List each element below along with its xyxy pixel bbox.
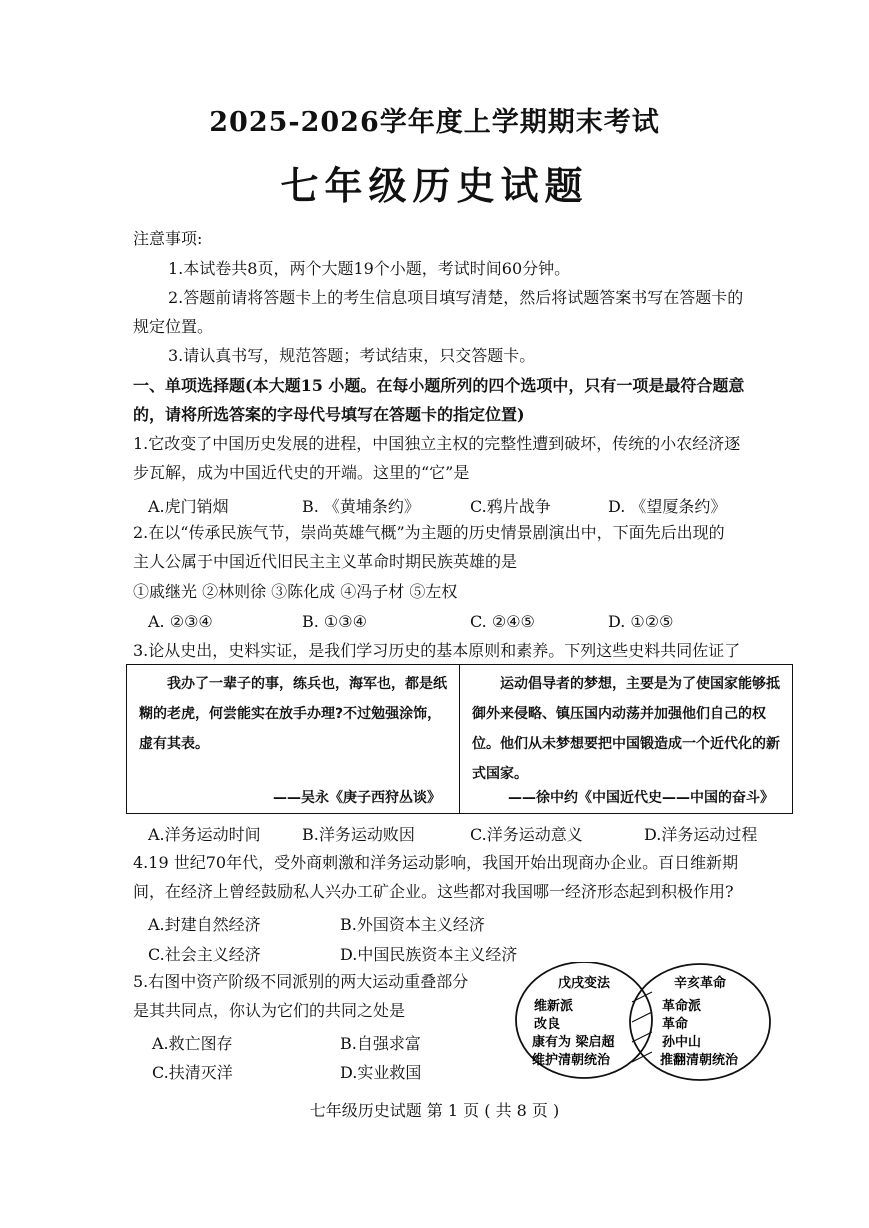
- venn-left-item: 改良: [534, 1017, 561, 1032]
- venn-right-item: 推翻清朝统治: [660, 1053, 739, 1068]
- notice-item-2-line1: 2.答题前请将答题卡上的考生信息项目填写清楚，然后将试题答案书写在答题卡的: [168, 288, 744, 307]
- exam-title: 2025-2026学年度上学期期末考试: [209, 107, 660, 138]
- q1-stem-line2: 步瓦解，成为中国近代史的开端。这里的“它”是: [133, 463, 470, 482]
- q5-stem-line1: 5.右图中资产阶级不同派别的两大运动重叠部分: [133, 972, 469, 991]
- q2-option-c: C. ②④⑤: [470, 612, 535, 631]
- q3-option-a: A.洋务运动时间: [148, 825, 261, 844]
- q2-stem-line1: 2.在以“传承民族气节，崇尚英雄气概”为主题的历史情景剧演出中，下面先后出现的: [133, 523, 725, 542]
- notice-item-2-line2: 规定位置。: [133, 317, 214, 336]
- venn-right-item: 革命派: [662, 999, 702, 1014]
- q4-stem-line1: 4.19 世纪70年代，受外商刺激和洋务运动影响，我国开始出现商办企业。百日维新期: [133, 853, 739, 872]
- q1-option-d: D. 《望厦条约》: [608, 497, 727, 516]
- page-footer: 七年级历史试题 第 1 页 ( 共 8 页 ): [309, 1101, 560, 1120]
- q3-option-d: D.洋务运动过程: [644, 825, 758, 844]
- q4-stem-line2: 间，在经济上曾经鼓励私人兴办工矿企业。这些都对我国哪一经济形态起到积极作用?: [133, 882, 734, 901]
- q4-option-b: B.外国资本主义经济: [340, 915, 485, 934]
- q3-citation-left: ——吴永《庚子西狩丛谈》: [273, 790, 441, 806]
- q3-source-table: [126, 664, 793, 814]
- q4-option-c: C.社会主义经济: [148, 945, 261, 964]
- notice-item-3: 3.请认真书写，规范答题；考试结束，只交答题卡。: [168, 346, 536, 365]
- q1-option-c: C.鸦片战争: [470, 497, 551, 516]
- q3-option-c: C.洋务运动意义: [470, 825, 583, 844]
- q3-citation-right: ——徐中约《中国近代史——中国的奋斗》: [508, 790, 774, 806]
- q1-option-b: B. 《黄埔条约》: [302, 497, 420, 516]
- q5-option-a: A.救亡图存: [152, 1034, 233, 1053]
- venn-right-item: 革命: [662, 1017, 689, 1032]
- q3-source-left: [127, 665, 460, 814]
- notice-heading: 注意事项:: [133, 229, 203, 248]
- venn-left-title: 戊戌变法: [558, 976, 611, 991]
- q3-stem: 3.论从史出，史料实证，是我们学习历史的基本原则和素养。下列这些史料共同佐证了: [133, 641, 741, 660]
- subject-title: 七年级历史试题: [280, 163, 589, 208]
- q2-choices: ①戚继光 ②林则徐 ③陈化成 ④冯子材 ⑤左权: [133, 582, 458, 601]
- q2-option-b: B. ①③④: [302, 612, 367, 631]
- q2-option-d: D. ①②⑤: [608, 612, 674, 631]
- section-1-heading-line1: 一、单项选择题(本大题15 小题。在每小题所列的四个选项中，只有一项是最符合题意: [133, 376, 745, 395]
- q5-venn-diagram: [514, 962, 778, 1088]
- section-1-heading-line2: 的，请将所选答案的字母代号填写在答题卡的指定位置): [133, 405, 525, 424]
- notice-item-1: 1.本试卷共8页，两个大题19个小题，考试时间60分钟。: [168, 259, 571, 278]
- q5-option-c: C.扶清灭洋: [152, 1063, 233, 1082]
- q4-option-d: D.中国民族资本主义经济: [340, 945, 518, 964]
- q3-quote-right: 运动倡导者的梦想，主要是为了使国家能够抵御外来侵略、镇压国内动荡并加强他们自己的权位。他们从未梦想要把中国锻造成一个近代化的新式国家。: [472, 676, 780, 782]
- q2-stem-line2: 主人公属于中国近代旧民主主义革命时期民族英雄的是: [133, 552, 518, 571]
- q1-option-a: A.虎门销烟: [148, 497, 229, 516]
- q5-option-d: D.实业救国: [340, 1063, 422, 1082]
- q4-option-a: A.封建自然经济: [148, 915, 261, 934]
- venn-left-item: 康有为 梁启超: [532, 1035, 615, 1050]
- venn-left-item: 维新派: [534, 999, 574, 1014]
- q3-option-b: B.洋务运动败因: [302, 825, 415, 844]
- q1-stem-line1: 1.它改变了中国历史发展的进程，中国独立主权的完整性遭到破坏，传统的小农经济逐: [133, 434, 741, 453]
- venn-left-item: 维护清朝统治: [532, 1053, 611, 1068]
- q3-quote-left: 我办了一辈子的事，练兵也，海军也，都是纸糊的老虎，何尝能实在放手办理?不过勉强涂饰，虚有其表。: [139, 676, 447, 752]
- q2-option-a: A. ②③④: [148, 612, 213, 631]
- q3-source-right: [460, 665, 793, 814]
- q5-stem-line2: 是其共同点，你认为它们的共同之处是: [133, 1001, 406, 1020]
- q5-option-b: B.自强求富: [340, 1034, 421, 1053]
- venn-right-title: 辛亥革命: [674, 976, 727, 991]
- venn-right-item: 孙中山: [662, 1035, 702, 1050]
